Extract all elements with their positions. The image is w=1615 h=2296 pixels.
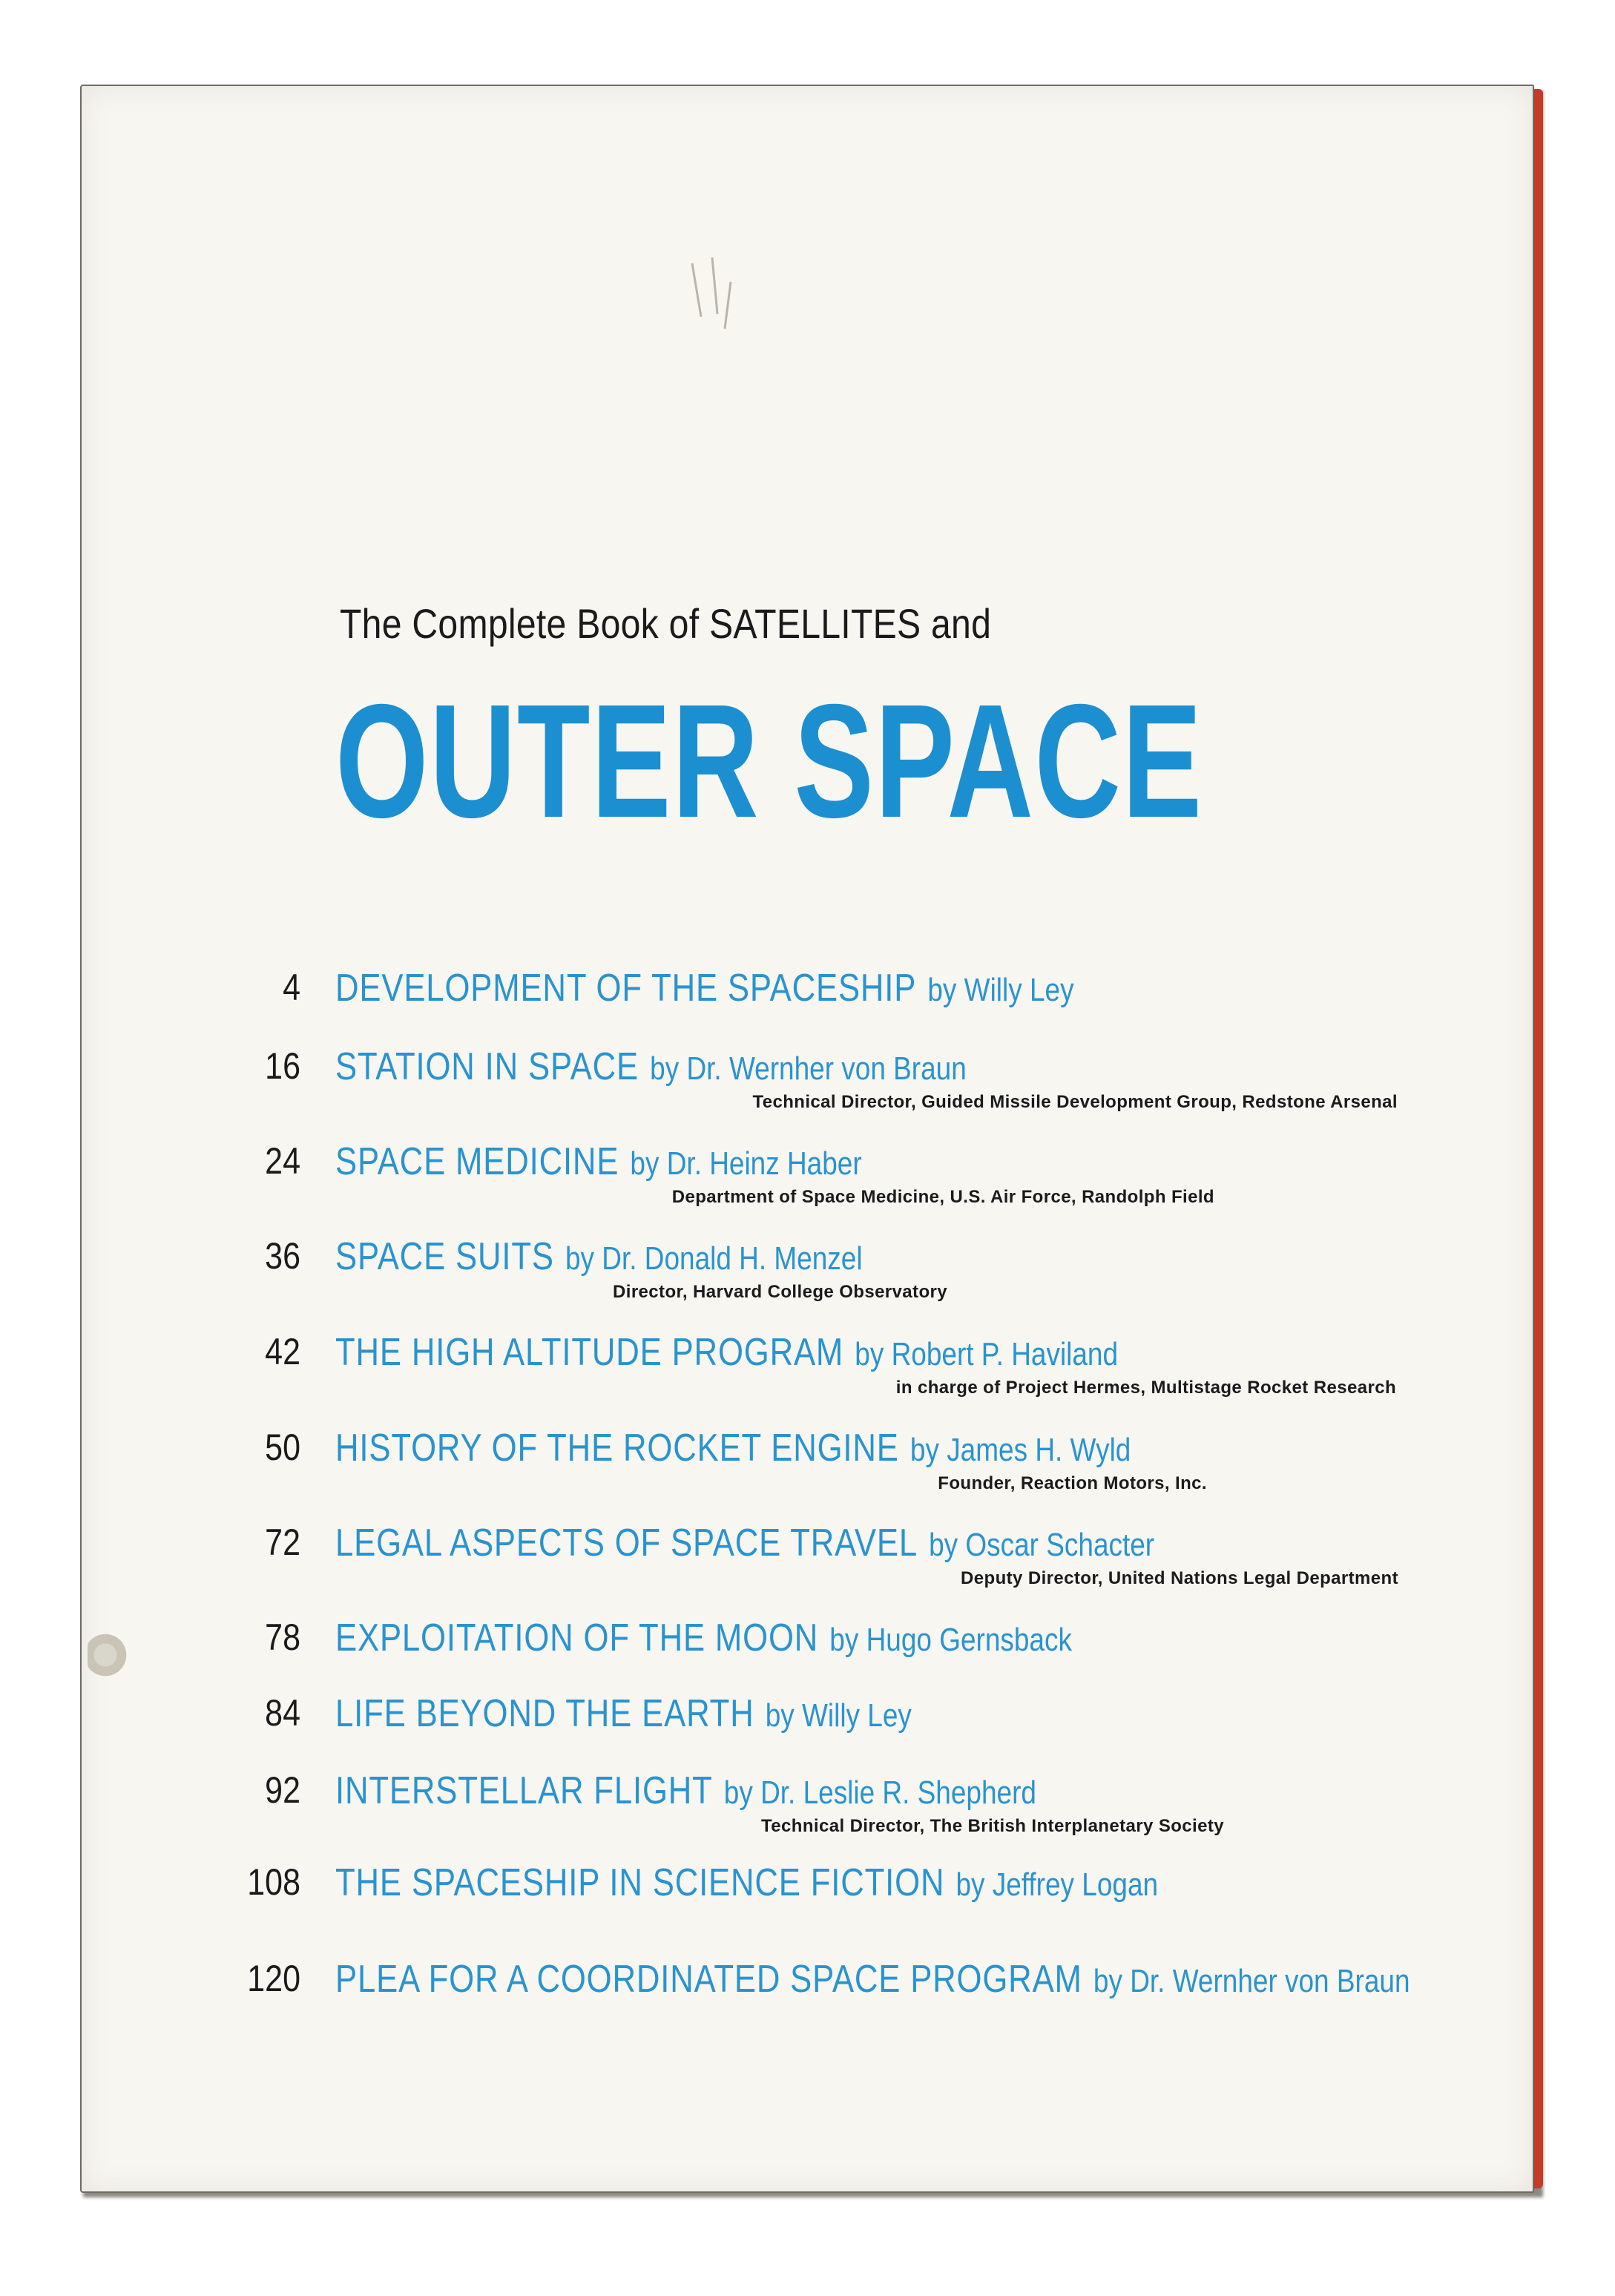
page-number: 84 [265, 1692, 300, 1734]
article-title: LEGAL ASPECTS OF SPACE TRAVEL [335, 1522, 918, 1565]
page-number: 16 [265, 1045, 300, 1087]
entry-line [335, 1861, 1158, 1905]
article-author: by James H. Wyld [910, 1432, 1131, 1468]
article-author: by Oscar Schacter [929, 1527, 1155, 1563]
article-title: LIFE BEYOND THE EARTH [335, 1692, 754, 1735]
article-title: PLEA FOR A COORDINATED SPACE PROGRAM [335, 1958, 1082, 2001]
book-prelude-line: The Complete Book of SATELLITES and [340, 600, 992, 647]
article-title: DEVELOPMENT OF THE SPACESHIP [335, 967, 917, 1010]
article-author: by Dr. Wernher von Braun [650, 1050, 967, 1087]
entry-line [335, 1234, 863, 1279]
article-title: SPACE MEDICINE [335, 1140, 619, 1183]
author-credit: Department of Space Medicine, U.S. Air Force, Randolph Field [671, 1187, 1214, 1207]
entry-line [335, 1139, 862, 1184]
page-number: 92 [265, 1769, 300, 1811]
entry-line [335, 1957, 1410, 2001]
article-author: by Willy Ley [927, 972, 1074, 1008]
article-title: INTERSTELLAR FLIGHT [335, 1769, 713, 1812]
author-credit: Technical Director, The British Interplanetary Society [760, 1816, 1224, 1836]
entry-line [335, 1426, 1131, 1470]
page-number: 50 [265, 1427, 300, 1468]
page-number: 78 [265, 1616, 300, 1658]
entry-line [335, 966, 1074, 1010]
pencil-scribble-mark [679, 249, 760, 338]
entry-line [335, 1691, 912, 1736]
article-title: EXPLOITATION OF THE MOON [335, 1616, 819, 1659]
entry-line [335, 1521, 1154, 1565]
page-number: 4 [283, 967, 300, 1008]
article-author: by Dr. Donald H. Menzel [565, 1240, 863, 1277]
entry-line [335, 1045, 967, 1089]
entry-line [335, 1769, 1036, 1813]
article-author: by Dr. Wernher von Braun [1093, 1963, 1410, 1999]
article-author: by Robert P. Haviland [855, 1336, 1119, 1372]
page-number: 120 [247, 1958, 300, 1999]
book-title: OUTER SPACE [335, 671, 1203, 852]
page-number: 72 [265, 1522, 300, 1563]
entry-line [335, 1616, 1072, 1660]
author-credit: Deputy Director, United Nations Legal Department [961, 1568, 1398, 1588]
article-author: by Dr. Heinz Haber [630, 1145, 862, 1182]
article-title: SPACE SUITS [335, 1235, 554, 1278]
author-credit: Director, Harvard College Observatory [613, 1282, 947, 1302]
page-number: 36 [265, 1235, 300, 1277]
author-credit: Technical Director, Guided Missile Development Group, Redstone Arsenal [752, 1092, 1398, 1112]
entry-line [335, 1330, 1118, 1375]
article-title: STATION IN SPACE [335, 1045, 639, 1088]
article-author: by Willy Ley [765, 1697, 912, 1734]
article-title: THE SPACESHIP IN SCIENCE FICTION [335, 1861, 945, 1904]
article-author: by Jeffrey Logan [955, 1866, 1159, 1903]
page-number: 42 [265, 1331, 300, 1372]
author-credit: in charge of Project Hermes, Multistage Rocket Research [895, 1378, 1396, 1398]
article-author: by Dr. Leslie R. Shepherd [723, 1774, 1036, 1811]
author-credit: Founder, Reaction Motors, Inc. [938, 1473, 1207, 1493]
article-author: by Hugo Gernsback [829, 1622, 1072, 1658]
article-title: THE HIGH ALTITUDE PROGRAM [335, 1331, 844, 1374]
page-number: 24 [265, 1140, 300, 1182]
article-title: HISTORY OF THE ROCKET ENGINE [335, 1427, 899, 1470]
page-number: 108 [247, 1861, 300, 1903]
